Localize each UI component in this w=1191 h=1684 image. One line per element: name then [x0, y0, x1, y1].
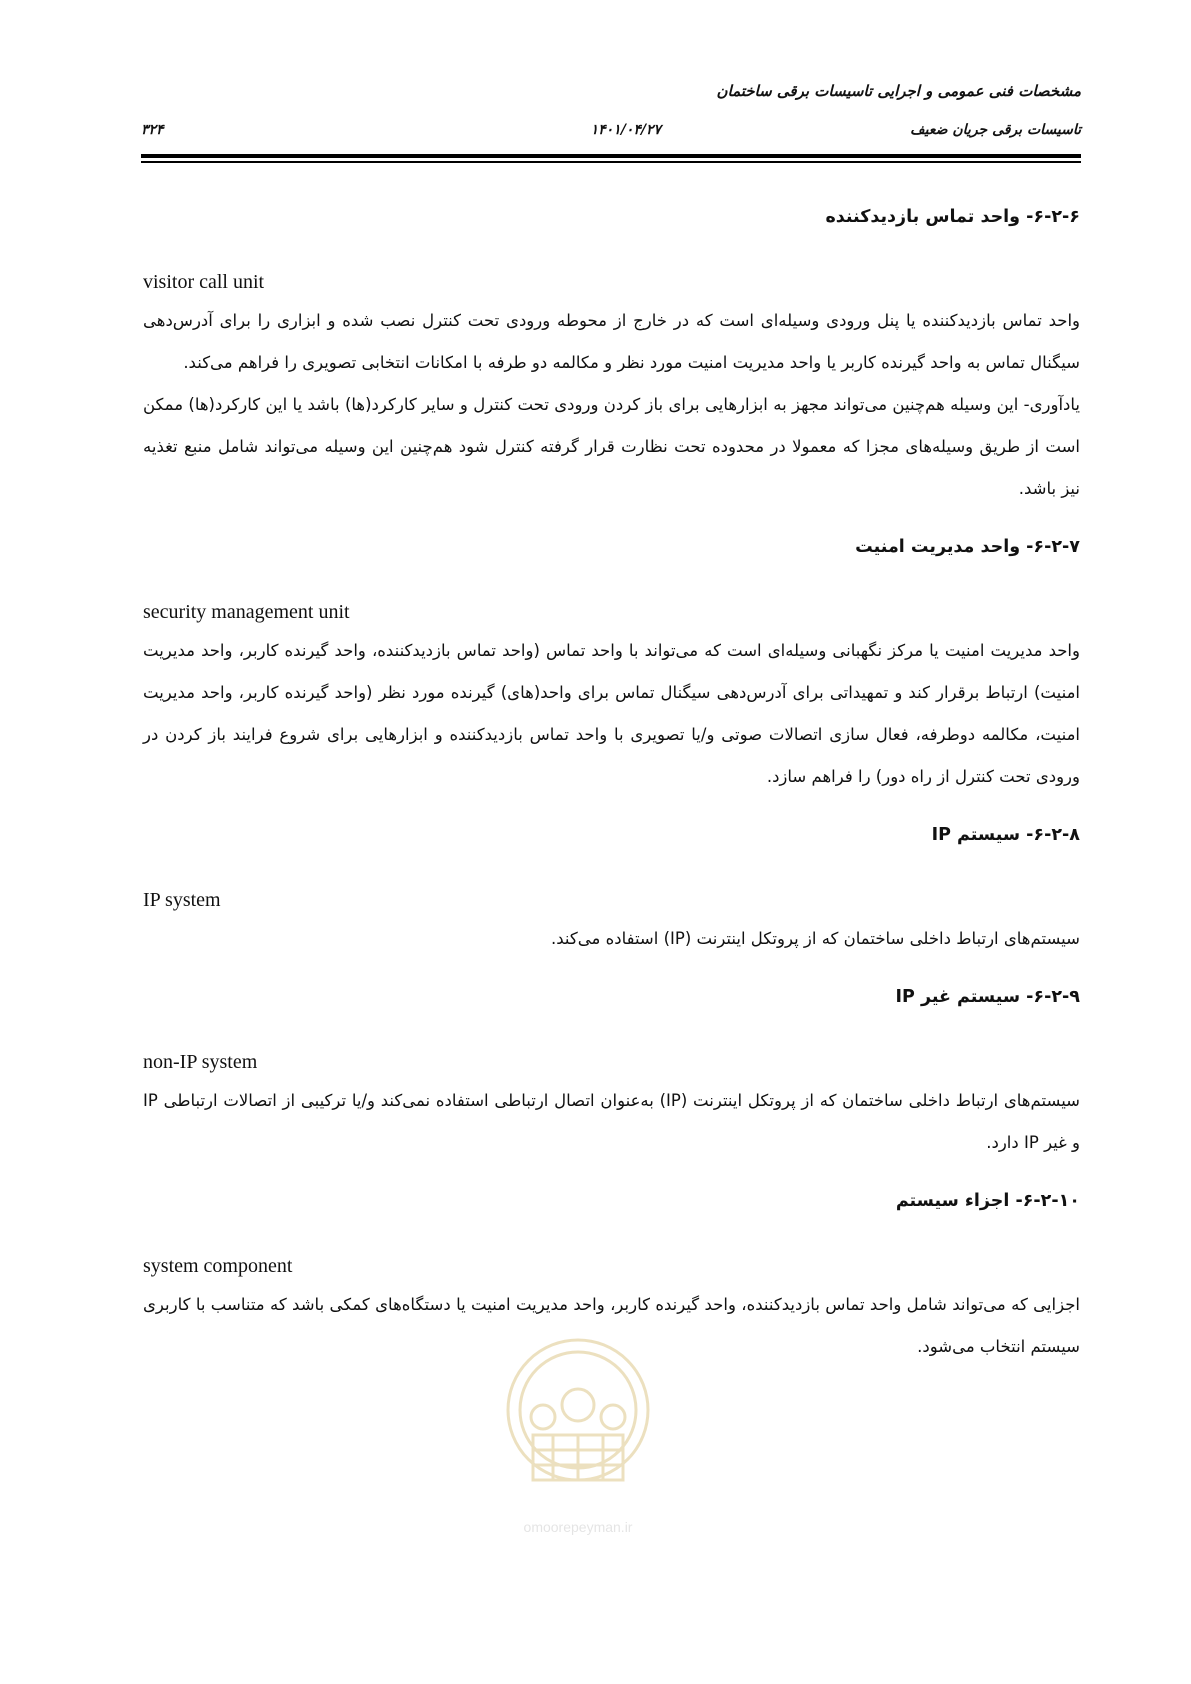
english-term: system component: [143, 1255, 293, 1277]
watermark-url: omoorepeyman.ir: [523, 1519, 633, 1535]
document-subtitle: تاسیسات برقی جریان ضعیف: [910, 122, 1081, 138]
note-paragraph: یادآوری- این وسیله هم‌چنین می‌تواند مجهز به ابزارهایی برای باز کردن ورودی تحت کنترل و سایر کارکرد(ها) باشد یا این کارکرد(ها) ممکن است از طریق وسیله‌های مجزا که معمولا در محدوده تحت نظارت قرار گرفته کنترل شود هم‌چنین این وسیله می‌تواند شامل منبع تغذیه نیز باشد.: [143, 395, 1080, 498]
section-heading: ۶-۲-۹- سیستم غیر IP: [895, 987, 1080, 1007]
header-rule-thick: [141, 154, 1081, 158]
page-header: [141, 72, 1081, 168]
section-heading: ۶-۲-۶- واحد تماس بازدیدکننده: [825, 207, 1080, 227]
page-number: ۳۲۴: [141, 122, 164, 138]
definition-paragraph: اجزایی که می‌تواند شامل واحد تماس بازدیدکننده، واحد گیرنده کاربر، واحد مدیریت امنیت یا دستگاه‌های کمکی باشد که متناسب با کاربری سیستم انتخاب می‌شود.: [143, 1295, 1080, 1356]
section-non-ip-system: [143, 980, 1080, 1164]
header-meta-row: [141, 122, 1081, 144]
section-security-management-unit: [143, 530, 1080, 798]
english-term: security management unit: [143, 601, 350, 623]
section-heading: ۶-۲-۱۰- اجزاء سیستم: [895, 1191, 1080, 1211]
page-body: [143, 200, 1080, 1388]
section-visitor-call-unit: [143, 200, 1080, 510]
definition-paragraph: سیستم‌های ارتباط داخلی ساختمان که از پروتکل اینترنت (IP) استفاده می‌کند.: [551, 929, 1080, 948]
english-term: non-IP system: [143, 1051, 258, 1073]
definition-paragraph: سیستم‌های ارتباط داخلی ساختمان که از پروتکل اینترنت (IP) به‌عنوان اتصال ارتباطی استفاده نمی‌کند و/یا ترکیبی از اتصالات ارتباطی IP و غیر IP دارد.: [143, 1091, 1080, 1152]
document-title: مشخصات فنی عمومی و اجرایی تاسیسات برقی ساختمان: [716, 82, 1081, 100]
definition-paragraph: واحد مدیریت امنیت یا مرکز نگهبانی وسیله‌ای است که می‌تواند با واحد تماس (واحد تماس بازدیدکننده، واحد گیرنده کاربر، واحد مدیریت امنیت) ارتباط برقرار کند و تمهیداتی برای آدرس‌دهی سیگنال تماس برای واحد(های) گیرنده مورد نظر (واحد گیرنده کاربر، واحد مدیریت امنیت، مکالمه دوطرفه، فعال سازی اتصالات صوتی و/یا تصویری با واحد تماس بازدیدکننده و ابزارهایی برای شروع فرایند باز کردن در ورودی تحت کنترل از راه دور) را فراهم سازد.: [143, 641, 1080, 786]
definition-paragraph: واحد تماس بازدیدکننده یا پنل ورودی وسیله‌ای است که در خارج از محوطه ورودی تحت کنترل نصب شده و ابزاری را برای آدرس‌دهی سیگنال تماس به واحد گیرنده کاربر یا واحد مدیریت امنیت مورد نظر و مکالمه دو طرفه با امکانات انتخابی تصویری را فراهم می‌کند.: [143, 311, 1080, 372]
english-term: IP system: [143, 889, 221, 911]
english-term: visitor call unit: [143, 271, 265, 293]
section-heading: ۶-۲-۸- سیستم IP: [931, 825, 1080, 845]
document-date: ۱۴۰۱/۰۴/۲۷: [590, 122, 661, 138]
section-heading: ۶-۲-۷- واحد مدیریت امنیت: [855, 537, 1080, 557]
section-system-component: [143, 1184, 1080, 1368]
header-rule-thin: [141, 161, 1081, 163]
section-ip-system: [143, 818, 1080, 960]
